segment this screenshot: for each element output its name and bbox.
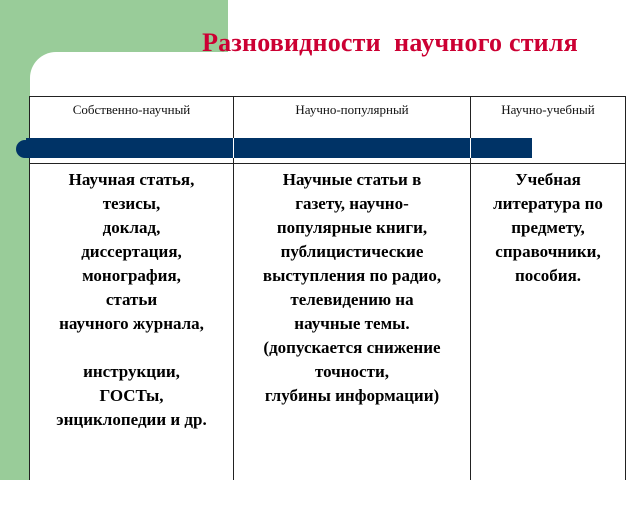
column-header-scientific: Собственно-научный — [72, 102, 191, 117]
column-header-popular: Научно-популярный — [295, 102, 409, 117]
column-content-educational: Учебная литература по предмету, справочники, пособия. — [493, 170, 603, 285]
table-top-border — [29, 96, 625, 97]
table-right-border — [625, 96, 626, 480]
column-header-educational: Научно-учебный — [501, 102, 595, 117]
bar-separator — [470, 138, 471, 158]
bar-separator — [233, 138, 234, 158]
column-content-scientific: Научная статья, тезисы, доклад, диссертация, монография, статьи научного журнала, инструкции, ГОСТы, энциклопедии и др. — [56, 170, 207, 429]
decorative-bar — [26, 138, 532, 158]
column-content-popular: Научные статьи в газету, научно- популярные книги, публицистические выступления по радио, телевидению на научные темы. (допускается снижение точности, глубины информации) — [262, 170, 442, 405]
header-divider — [29, 163, 625, 164]
bullet-icon — [16, 140, 34, 158]
page-title: Разновидности научного стиля — [202, 28, 578, 57]
